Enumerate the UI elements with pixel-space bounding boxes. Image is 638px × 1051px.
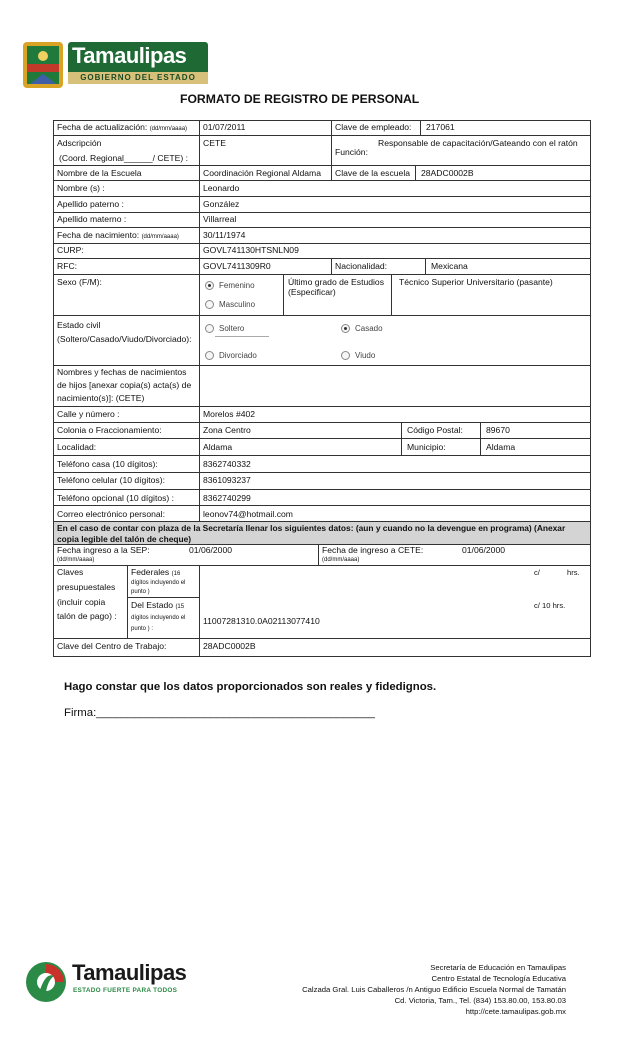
federal-key-hint: (16 — [171, 571, 181, 577]
locality-label: Localidad: — [57, 442, 97, 452]
first-name-label: Nombre (s) : — [57, 183, 105, 193]
neighborhood-value: Zona Centro — [203, 425, 251, 435]
footer-logo — [24, 958, 187, 1006]
federal-hours-c: c/ — [534, 568, 540, 577]
school-key-label: Clave de la escuela — [335, 168, 411, 178]
employee-key-label: Clave de empleado: — [335, 122, 412, 132]
sex-label: Sexo (F/M): — [57, 277, 102, 287]
radio-male[interactable] — [205, 300, 214, 309]
marital-option-single[interactable] — [205, 323, 244, 334]
maternal-surname-value: Villarreal — [203, 214, 237, 224]
secretaria-note — [54, 522, 590, 544]
footer-line-5[interactable]: http://cete.tamaulipas.gob.mx — [465, 1007, 566, 1016]
cete-entry-label: Fecha de ingreso a CETE: — [322, 545, 424, 555]
sex-option-male[interactable] — [205, 299, 255, 310]
footer-line-4: Cd. Victoria, Tam., Tel. (834) 153.80.00, 153.80.03 — [394, 996, 566, 1005]
budget-keys-label-2: presupuestales — [57, 582, 116, 592]
rfc-value: GOVL7411309R0 — [203, 261, 271, 271]
children-label-line3: nacimiento(s)]: (CETE) — [57, 393, 145, 403]
header-logo-name: Tamaulipas — [72, 43, 187, 68]
state-emblem-icon — [24, 960, 68, 1004]
header-logo-sub — [68, 72, 208, 84]
state-key-value: 11007281310.0A02113077410 — [203, 616, 320, 626]
cell-phone-label: Teléfono celular (10 dígitos): — [57, 475, 165, 485]
secretaria-note-text: En el caso de contar con plaza de la Secretaría llenar los siguientes datos: (aun y cuando no la devengue en programa) (Anexar copia legible del talón de cheque) — [57, 523, 566, 544]
page-title: FORMATO DE REGISTRO DE PERSONAL — [180, 92, 420, 106]
sep-entry-value: 01/06/2000 — [189, 545, 233, 555]
education-sublabel: (Especificar) — [288, 287, 336, 297]
email-label: Correo electrónico personal: — [57, 509, 165, 519]
marital-option-married[interactable] — [341, 323, 383, 334]
optional-phone-value: 8362740299 — [203, 493, 251, 503]
nationality-label: Nacionalidad: — [335, 261, 388, 271]
footer-logo-sub: ESTADO FUERTE PARA TODOS — [73, 987, 178, 994]
radio-married-label: Casado — [355, 324, 383, 334]
curp-label: CURP: — [57, 245, 84, 255]
paternal-surname-value: González — [203, 199, 240, 209]
budget-keys-label-3: (incluir copia — [57, 597, 106, 607]
budget-keys-label-4: talón de pago) : — [57, 611, 117, 621]
header-logo-subtitle: GOBIERNO DEL ESTADO — [80, 73, 196, 82]
federal-key-hint-2: dígitos incluyendo el — [131, 580, 186, 586]
employee-key-value: 217061 — [426, 122, 455, 132]
home-phone-value: 8362740332 — [203, 459, 251, 469]
birth-date-value: 30/11/1974 — [203, 230, 246, 240]
budget-keys-label-1: Claves — [57, 567, 84, 577]
update-date-value: 01/07/2011 — [203, 122, 246, 132]
email-value: leonov74@hotmail.com — [203, 509, 293, 519]
footer-line-1: Secretaría de Educación en Tamaulipas — [430, 963, 566, 972]
marital-status-label: Estado civil — [57, 320, 101, 330]
header-logo — [20, 38, 210, 96]
adscripcion-sublabel: (Coord. Regional______/ CETE) : — [59, 153, 188, 163]
declaration-text: Hago constar que los datos proporcionados son reales y fidedignos. — [64, 681, 437, 693]
curp-value: GOVL741130HTSNLN09 — [203, 245, 299, 255]
update-date-format: (dd/mm/aaaa) — [149, 126, 188, 132]
marital-option-divorced[interactable] — [205, 350, 257, 361]
radio-female-label: Femenino — [219, 281, 255, 291]
signature-line: Firma:____________________________________________ — [64, 707, 376, 719]
postal-code-value: 89670 — [486, 425, 510, 435]
footer-line-2: Centro Estatal de Tecnología Educativa — [431, 974, 566, 983]
federal-key-hint-3: punto ) — [131, 589, 150, 595]
optional-phone-label: Teléfono opcional (10 dígitos) : — [57, 493, 175, 503]
sep-entry-label: Fecha ingreso a la SEP: — [57, 545, 150, 555]
education-label: Último grado de Estudios — [288, 277, 385, 287]
children-label-line2: de hijos [anexar copia(s) acta(s) de — [57, 380, 192, 390]
radio-female[interactable] — [205, 281, 214, 290]
neighborhood-label: Colonia o Fraccionamiento: — [57, 425, 162, 435]
funcion-label: Función: — [335, 147, 368, 157]
update-date-label: Fecha de actualización: — [57, 122, 148, 132]
school-name-value: Coordinación Regional Aldama — [203, 168, 322, 178]
header-logo-banner — [68, 42, 208, 84]
state-key-hint-3: punto ) : — [131, 626, 154, 632]
adscripcion-value: CETE — [203, 138, 226, 148]
street-value: Morelos #402 — [203, 409, 256, 419]
adscripcion-label: Adscripción — [57, 138, 102, 148]
children-label-line1: Nombres y fechas de nacimientos — [57, 367, 187, 377]
street-label: Calle y número : — [57, 409, 120, 419]
birth-date-format: (dd/mm/aaaa) — [141, 234, 179, 240]
sep-entry-format: (dd/mm/aaaa) — [57, 557, 95, 563]
marital-status-sublabel: (Soltero/Casado/Viudo/Divorciado): — [57, 334, 192, 344]
funcion-value: Responsable de capacitación/Gateando con el ratón — [378, 138, 578, 148]
paternal-surname-label: Apellido paterno : — [57, 199, 124, 209]
work-center-key-value: 28ADC0002B — [203, 641, 256, 651]
home-phone-label: Teléfono casa (10 dígitos): — [57, 459, 158, 469]
state-key-hint-2: dígitos incluyendo el — [131, 615, 186, 621]
cete-entry-value: 01/06/2000 — [462, 545, 506, 555]
school-key-value: 28ADC0002B — [421, 168, 474, 178]
state-key-hint: (15 — [175, 604, 185, 610]
postal-code-label: Código Postal: — [407, 425, 463, 435]
radio-divorced[interactable] — [205, 351, 214, 360]
radio-married[interactable] — [341, 324, 350, 333]
rfc-label: RFC: — [57, 261, 78, 271]
sex-option-female[interactable] — [205, 280, 255, 291]
first-name-value: Leonardo — [203, 183, 240, 193]
federal-hours: hrs. — [567, 568, 580, 577]
footer-line-3: Calzada Gral. Luis Caballeros /n Antiguo Edificio Escuela Normal de Tamatán — [302, 985, 566, 994]
radio-widowed-label: Viudo — [355, 351, 376, 361]
radio-single-label: Soltero — [219, 324, 245, 334]
birth-date-label: Fecha de nacimiento: — [57, 230, 140, 240]
education-value: Técnico Superior Universitario (pasante) — [399, 277, 553, 287]
school-name-label: Nombre de la Escuela — [57, 168, 142, 178]
footer-address — [302, 962, 566, 1017]
municipality-value: Aldama — [486, 442, 516, 452]
radio-male-label: Masculino — [219, 300, 256, 310]
radio-widowed[interactable] — [341, 351, 350, 360]
locality-value: Aldama — [203, 442, 233, 452]
cete-entry-format: (dd/mm/aaaa) — [322, 557, 360, 563]
maternal-surname-label: Apellido materno : — [57, 214, 127, 224]
radio-divorced-label: Divorciado — [219, 351, 257, 361]
state-hours: c/ 10 hrs. — [534, 601, 566, 610]
coat-of-arms-icon — [20, 38, 66, 94]
state-key-label: Del Estado — [131, 600, 174, 610]
federal-key-label: Federales — [131, 567, 170, 577]
municipality-label: Municipio: — [407, 442, 446, 452]
footer-logo-name: Tamaulipas — [72, 960, 187, 985]
marital-option-widowed[interactable] — [341, 350, 375, 361]
radio-single[interactable] — [205, 324, 214, 333]
nationality-value: Mexicana — [431, 261, 468, 271]
cell-phone-value: 8361093237 — [203, 475, 251, 485]
work-center-key-label: Clave del Centro de Trabajo: — [57, 641, 167, 651]
